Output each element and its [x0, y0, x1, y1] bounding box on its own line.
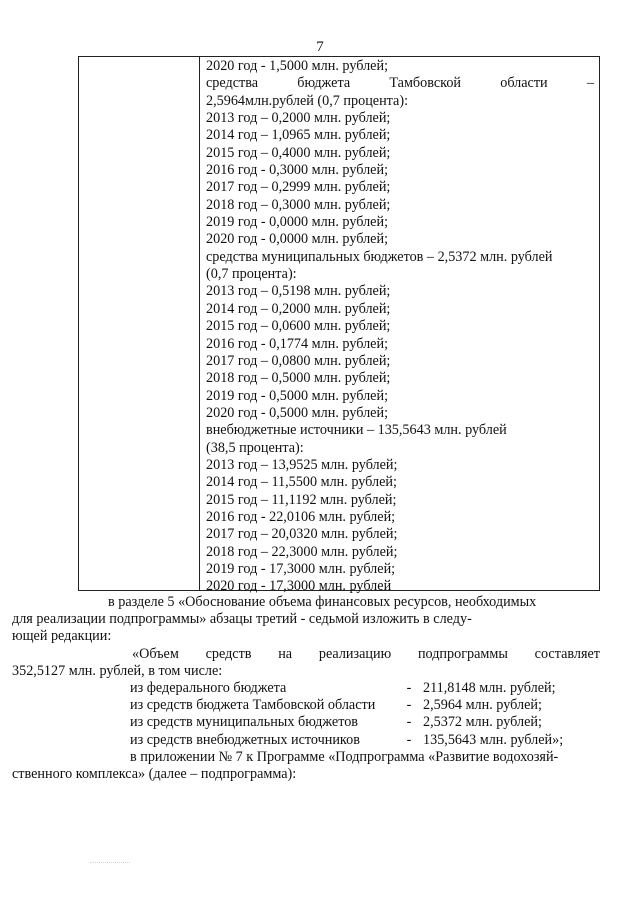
table-right-cell: [206, 58, 594, 596]
volume-word: подпрограммы: [417, 645, 508, 662]
table-line: средства муниципальных бюджетов – 2,5372 млн. рублей: [206, 248, 553, 265]
table-line: (38,5 процента):: [206, 439, 304, 456]
table-line: 2014 год – 1,0965 млн. рублей;: [206, 127, 391, 144]
appendix-line: в приложении № 7 к Программе «Подпрограмма «Развитие водохозяй-: [130, 748, 559, 765]
table-line: 2019 год - 0,0000 млн. рублей;: [206, 214, 389, 231]
financing-row: [130, 732, 600, 749]
table-line: 2013 год – 0,5198 млн. рублей;: [206, 283, 391, 300]
table-line: 2016 год - 22,0106 млн. рублей;: [206, 508, 396, 525]
table-word: области: [500, 75, 548, 92]
table-line: 2017 год – 0,2999 млн. рублей;: [206, 179, 391, 196]
table-word: средства: [206, 75, 259, 92]
table-line: 2019 год - 0,5000 млн. рублей;: [206, 387, 389, 404]
table-line: 2016 год - 0,3000 млн. рублей;: [206, 162, 389, 179]
table-line: 2014 год – 0,2000 млн. рублей;: [206, 300, 391, 317]
table-line: 2020 год - 1,5000 млн. рублей;: [206, 58, 389, 74]
financing-value: 135,5643 млн. рублей»;: [423, 731, 564, 748]
table-line: 2019 год - 17,3000 млн. рублей;: [206, 560, 396, 577]
table-word: Тамбовской: [389, 75, 462, 92]
financing-dash: -: [406, 714, 412, 731]
table-line: (0,7 процента):: [206, 266, 297, 283]
table-line: 2013 год – 0,2000 млн. рублей;: [206, 110, 391, 127]
financing-source: из федерального бюджета: [130, 679, 287, 696]
volume-word: на: [278, 645, 293, 662]
table-line: 2017 год – 0,0800 млн. рублей;: [206, 352, 391, 369]
financing-dash: -: [406, 731, 412, 748]
table-line: 2014 год – 11,5500 млн. рублей;: [206, 474, 397, 491]
table-line: 2020 год - 0,0000 млн. рублей;: [206, 231, 389, 248]
body-text: [12, 594, 600, 783]
table-line: [206, 75, 594, 92]
table-line: внебюджетные источники – 135,5643 млн. рублей: [206, 422, 507, 439]
table-line: 2016 год - 0,1774 млн. рублей;: [206, 335, 389, 352]
scan-artifact: [90, 856, 130, 863]
appendix-line: ственного комплекса» (далее – подпрограмма):: [12, 765, 297, 782]
table-word: бюджета: [297, 75, 351, 92]
financing-row: [130, 714, 600, 731]
financing-row: [130, 680, 600, 697]
table-line: 2018 год – 0,3000 млн. рублей;: [206, 196, 391, 213]
financing-dash: -: [406, 697, 412, 714]
table-line: 2015 год – 0,0600 млн. рублей;: [206, 318, 391, 335]
volume-total: 352,5127 млн. рублей, в том числе:: [12, 662, 223, 679]
table-line: 2018 год – 0,5000 млн. рублей;: [206, 370, 391, 387]
financing-source: из средств муниципальных бюджетов: [130, 714, 359, 731]
table-line: 2020 год - 17,3000 млн. рублей: [206, 578, 392, 595]
financing-dash: -: [406, 679, 412, 696]
volume-word: реализацию: [318, 645, 392, 662]
budget-table: [78, 56, 600, 595]
financing-value: 211,8148 млн. рублей;: [423, 679, 556, 696]
table-line: 2017 год – 20,0320 млн. рублей;: [206, 526, 398, 543]
financing-value: 2,5372 млн. рублей;: [423, 714, 542, 731]
section5-line: для реализации подпрограммы» абзацы третий - седьмой изложить в следу-: [12, 611, 472, 628]
table-line: 2,5964млн.рублей (0,7 процента):: [206, 92, 409, 109]
table-line: 2020 год - 0,5000 млн. рублей;: [206, 404, 389, 421]
page-number: 7: [316, 39, 324, 55]
financing-source: из средств внебюджетных источников: [130, 731, 360, 748]
section5-line: ющей редакции:: [12, 628, 112, 645]
table-line: 2015 год – 0,4000 млн. рублей;: [206, 144, 391, 161]
table-left-cell: [79, 57, 200, 590]
financing-source: из средств бюджета Тамбовской области: [130, 697, 376, 714]
table-word: –: [586, 75, 594, 92]
table-line: 2013 год – 13,9525 млн. рублей;: [206, 456, 398, 473]
section5-line: в разделе 5 «Обоснование объема финансовых ресурсов, необходимых: [108, 594, 537, 610]
table-line: 2018 год – 22,3000 млн. рублей;: [206, 543, 398, 560]
financing-row: [130, 697, 600, 714]
table-line: 2015 год – 11,1192 млн. рублей;: [206, 491, 397, 508]
volume-word: «Объем: [132, 645, 179, 662]
volume-word: средств: [205, 645, 252, 662]
volume-word: составляет: [534, 645, 600, 662]
financing-value: 2,5964 млн. рублей;: [423, 697, 542, 714]
volume-line: [132, 646, 600, 663]
